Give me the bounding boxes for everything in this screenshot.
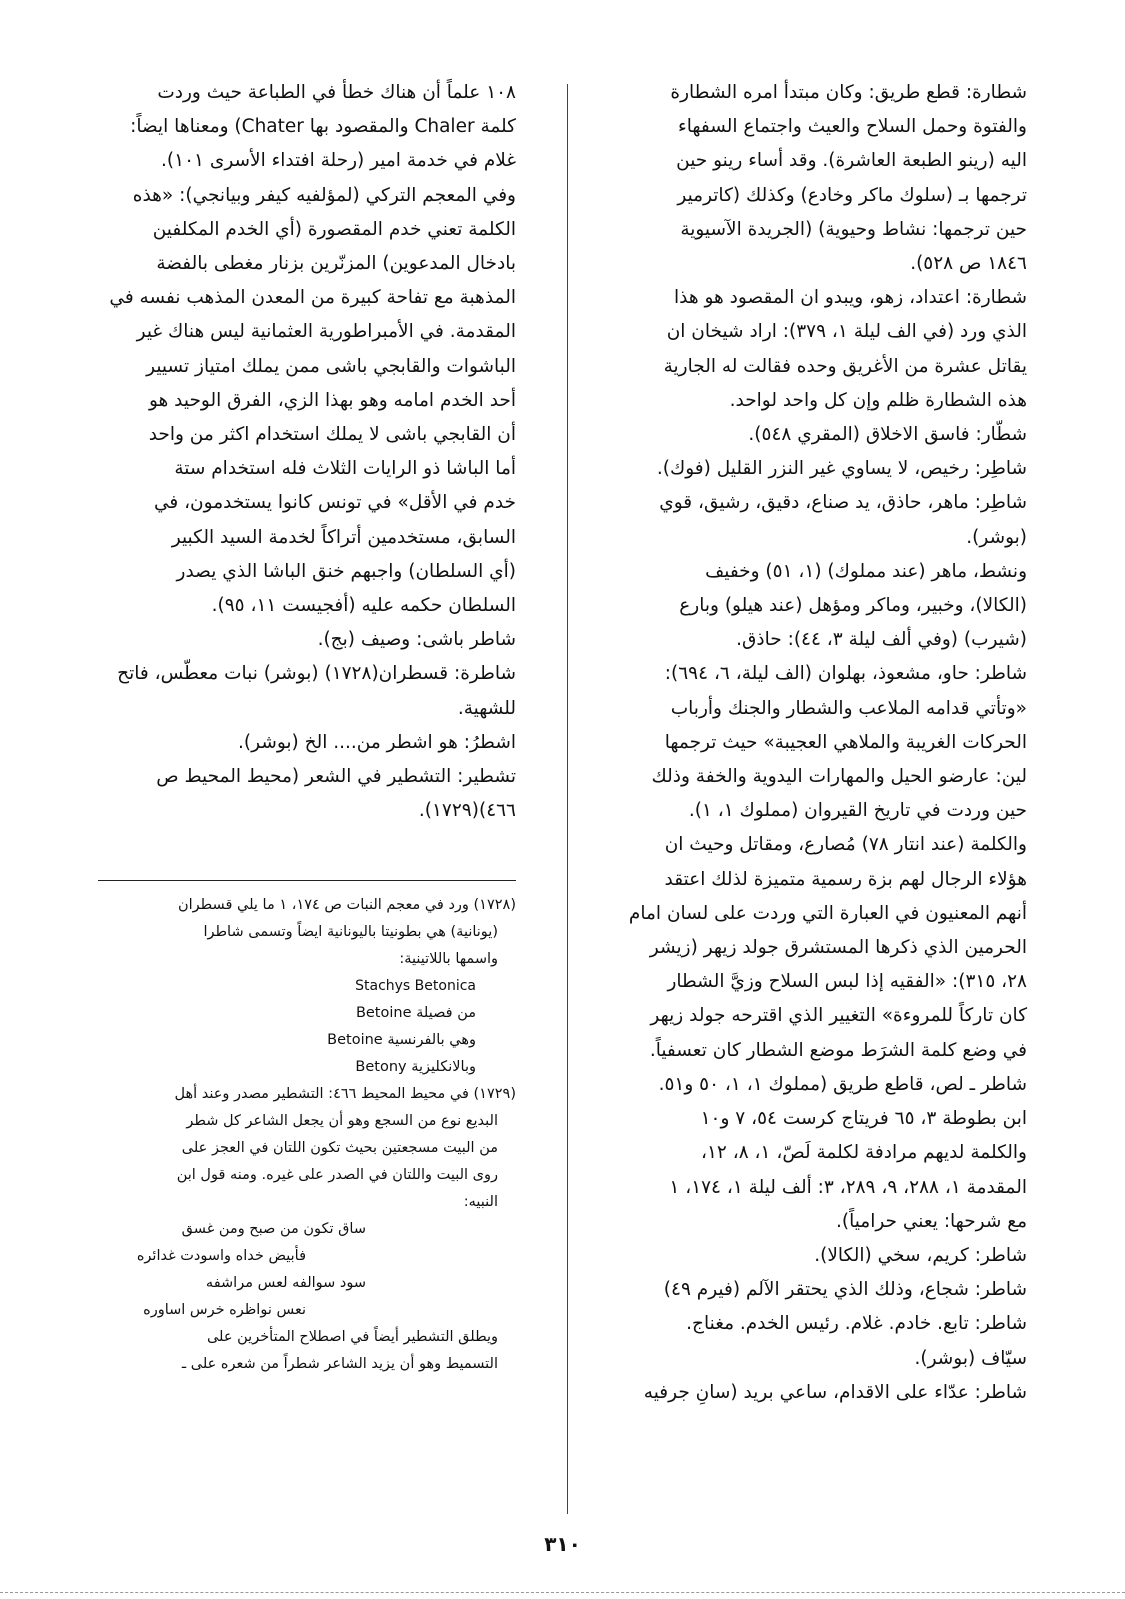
text-line: شاطرة: قسطران(١٧٢٨) (بوشر) نبات معطّس، فاتح [117, 663, 516, 685]
text-line: ترجمها بـ (سلوك ماكر وخادع) وكذلك (كاترمير [677, 184, 1027, 206]
text-line: شاطر: كريم، سخي (الكالا). [814, 1244, 1027, 1266]
text-line: خدم في الأقل» في تونس كانوا يستخدمون، في [153, 492, 516, 514]
text-line: سيّاف (بوشر). [914, 1347, 1027, 1369]
text-line: السلطان حكمه عليه (أفجيست ١١، ٩٥). [211, 595, 516, 617]
footnote-line: (١٧٢٩) في محيط المحيط ٤٦٦: التشطير مصدر وعند أهل [174, 1086, 516, 1102]
text-line: هؤلاء الرجال لهم بزة رسمية متميزة لذلك اعتقد [664, 868, 1027, 890]
text-line: بادخال المدعوين) المزنّرين بزنار مغطى بالفضة [156, 253, 516, 275]
text-line: ١٠٨ علماً أن هناك خطأ في الطباعة حيث وردت [157, 82, 516, 103]
text-line: ٢٨، ٣١٥): «الفقيه إذا لبس السلاح وزيَّ الشطار [667, 971, 1027, 993]
footnote-line: النبيه: [463, 1194, 498, 1210]
text-line: أما الباشا ذو الرايات الثلاث فله استخدام ستة [174, 458, 516, 480]
text-line: والكلمة (عند انتار ٧٨) مُصارع، ومقاتل وحيث ان [664, 834, 1027, 856]
footnote-line: التسميط وهو أن يزيد الشاعر شطراً من شعره على ـ [181, 1356, 498, 1372]
footnote-line: ساق تكون من صبح ومن غسق [181, 1221, 366, 1237]
text-line: والفتوة وحمل السلاح والعيث واجتماع السفهاء [678, 116, 1027, 138]
text-line: والكلمة لديهم مرادفة لكلمة لَصّ، ١، ٨، ١٢، [701, 1142, 1027, 1164]
text-line: السابق، مستخدمين أتراكاً لخدمة السيد الكبير [171, 526, 516, 548]
text-line: الكلمة تعني خدم المقصورة (أي الخدم المكلفين [152, 218, 516, 240]
text-line: شاطر: تابع. خادم. غلام. رئيس الخدم. مغناج. [686, 1313, 1027, 1335]
text-line: تشطير: التشطير في الشعر (محيط المحيط ص [156, 766, 516, 788]
text-line: شطارة: اعتداد، زهو، ويبدو ان المقصود هو هذا [674, 287, 1027, 309]
text-line: يقاتل عشرة من الأغريق وحده فقالت له الجارية [663, 355, 1027, 377]
text-line: ١٨٤٦ ص ٥٢٨). [910, 253, 1027, 275]
text-line: حين وردت في تاريخ القيروان (مملوك ١، ١). [688, 800, 1027, 822]
text-line: ٤٦٦)(١٧٢٩). [418, 800, 516, 822]
footnote-line: وبالانكليزية Betony [355, 1059, 476, 1075]
footnote-line: ويطلق التشطير أيضاً في اصطلاح المتأخرين على [206, 1329, 498, 1345]
text-line: لين: عارضو الحيل والمهارات اليدوية والخفة وذلك [651, 766, 1027, 788]
text-line: ابن بطوطة ٣، ٦٥ فريتاج كرست ٥٤، ٧ و١٠ [700, 1108, 1027, 1130]
footnote-line: من البيت مسجعتين بحيث تكون اللتان في العجز على [181, 1140, 498, 1156]
text-line: الذي ورد (في الف ليلة ١، ٣٧٩): اراد شيخان ان [666, 321, 1027, 343]
text-line: المذهبة مع تفاحة كبيرة من المعدن المذهب نفسه في [109, 287, 516, 309]
text-line: ونشط، ماهر (عند مملوك) (١، ٥١) وخفيف [705, 560, 1027, 582]
footnote-line: البديع نوع من السجع وهو أن يجعل الشاعر كل شطر [186, 1113, 498, 1129]
text-line: مع شرحها: يعني حرامياً). [835, 1210, 1027, 1232]
footnote-line: وهي بالفرنسية Betoine [327, 1032, 476, 1048]
footnote-separator [98, 880, 516, 881]
footnote-line: واسمها باللاتينية: [399, 951, 498, 967]
text-line: المقدمة ١، ٢٨٨، ٩، ٢٨٩، ٣: ألف ليلة ١، ١٧٤، ١ [669, 1176, 1027, 1198]
text-line: شاطِر: ماهر، حاذق، يد صناع، دقيق، رشيق، قوي [659, 492, 1027, 514]
footnotes-block [98, 892, 516, 1378]
text-line: للشهية. [457, 697, 516, 719]
text-line: (الكالا)، وخبير، وماكر ومؤهل (عند هيلو) وبارع [679, 595, 1027, 617]
column-divider [567, 84, 568, 1514]
text-line: شاطر باشى: وصيف (بج). [317, 629, 516, 651]
right-text-column [597, 76, 1027, 1410]
page-edge [0, 1592, 1125, 1593]
footnote-line: سود سوالفه لعس مراشفه [205, 1275, 366, 1291]
text-line: أن القابجي باشى لا يملك استخدام اكثر من واحد [148, 424, 516, 446]
text-line: شاطِر: رخيص، لا يساوي غير النزر القليل (فوك). [656, 458, 1027, 480]
footnote-line: نعس نواظره خرس اساوره [143, 1302, 306, 1318]
footnote-line: فأبيض خداه واسودت غدائره [136, 1248, 306, 1264]
text-line: «وتأتي قدامه الملاعب والشطار والجنك وأرباب [670, 697, 1027, 719]
text-line: كان تاركاً للمروءة» التغيير الذي اقترحه جولد زيهر [650, 1005, 1027, 1027]
text-line: حين ترجمها: نشاط وحيوية) (الجريدة الآسيوية [680, 218, 1027, 240]
text-line: هذه الشطارة ظلم وإن كل واحد لواحد. [729, 389, 1027, 411]
text-line: أنهم المعنيون في العبارة التي وردت على لسان امام [628, 902, 1027, 924]
text-line: المقدمة. في الأمبراطورية العثمانية ليس هناك غير [136, 321, 516, 343]
footnote-line: من فصيلة Betoine [355, 1005, 476, 1021]
text-line: شاطر ـ لص، قاطع طريق (مملوك ١، ١، ٥٠ و٥١. [658, 1073, 1027, 1095]
text-line: (بوشر). [966, 526, 1027, 548]
text-line: أحد الخدم امامه وهو بهذا الزي، الفرق الوحيد هو [148, 389, 516, 411]
text-line: (شيرب) (وفي ألف ليلة ٣، ٤٤): حاذق. [736, 629, 1027, 651]
text-line: وفي المعجم التركي (لمؤلفيه كيفر وبيانجي): «هذه [132, 184, 516, 206]
footnote-line: (١٧٢٨) ورد في معجم النبات ص ١٧٤، ١ ما يلي قسطران [177, 897, 516, 913]
text-line: اشطرُ: هو اشطر من.... الخ (بوشر). [238, 731, 516, 753]
text-line: شاطر: عدّاء على الاقدام، ساعي بريد (سانِ جرفيه [643, 1381, 1027, 1403]
text-line: شطّار: فاسق الاخلاق (المقري ٥٤٨). [748, 424, 1027, 446]
text-line: الحركات الغريبة والملاهي العجيبة» حيث ترجمها [664, 731, 1027, 753]
text-line: اليه (رينو الطبعة العاشرة). وقد أساء رينو حين [676, 150, 1027, 172]
text-line: غلام في خدمة امير (رحلة افتداء الأسرى ١٠١). [161, 150, 516, 172]
text-line: شطارة: قطع طريق: وكان مبتدأ امره الشطارة [670, 82, 1027, 103]
page-number: ٣١٠ [544, 1532, 581, 1556]
footnote-line: (يونانية) هي بطونيتا باليونانية ايضاً وتسمى شاطرا [203, 924, 498, 940]
text-line: في وضع كلمة الشرَط موضع الشطار كان تعسفياً. [649, 1039, 1027, 1061]
text-line: شاطر: شجاع، وذلك الذي يحتقر الآلم (فيرم ٤٩) [663, 1279, 1027, 1301]
text-line: شاطر: حاو، مشعوذ، بهلوان (الف ليلة، ٦، ٦٩٤): [664, 663, 1027, 685]
text-line: (أي السلطان) واجبهم خنق الباشا الذي يصدر [176, 560, 516, 582]
text-line: الحرمين الذي ذكرها المستشرق جولد زيهر (زيشر [649, 937, 1027, 959]
footnote-line: Stachys Betonica [355, 978, 476, 994]
text-line: الباشوات والقابجي باشى ممن يملك امتياز تسيير [146, 355, 516, 377]
footnote-line: روى البيت واللتان في الصدر على غيره. ومنه قول ابن [176, 1167, 498, 1183]
left-text-column [98, 76, 516, 828]
text-line: كلمة Chaler والمقصود بها Chater) ومعناها ايضاً: [130, 116, 516, 138]
